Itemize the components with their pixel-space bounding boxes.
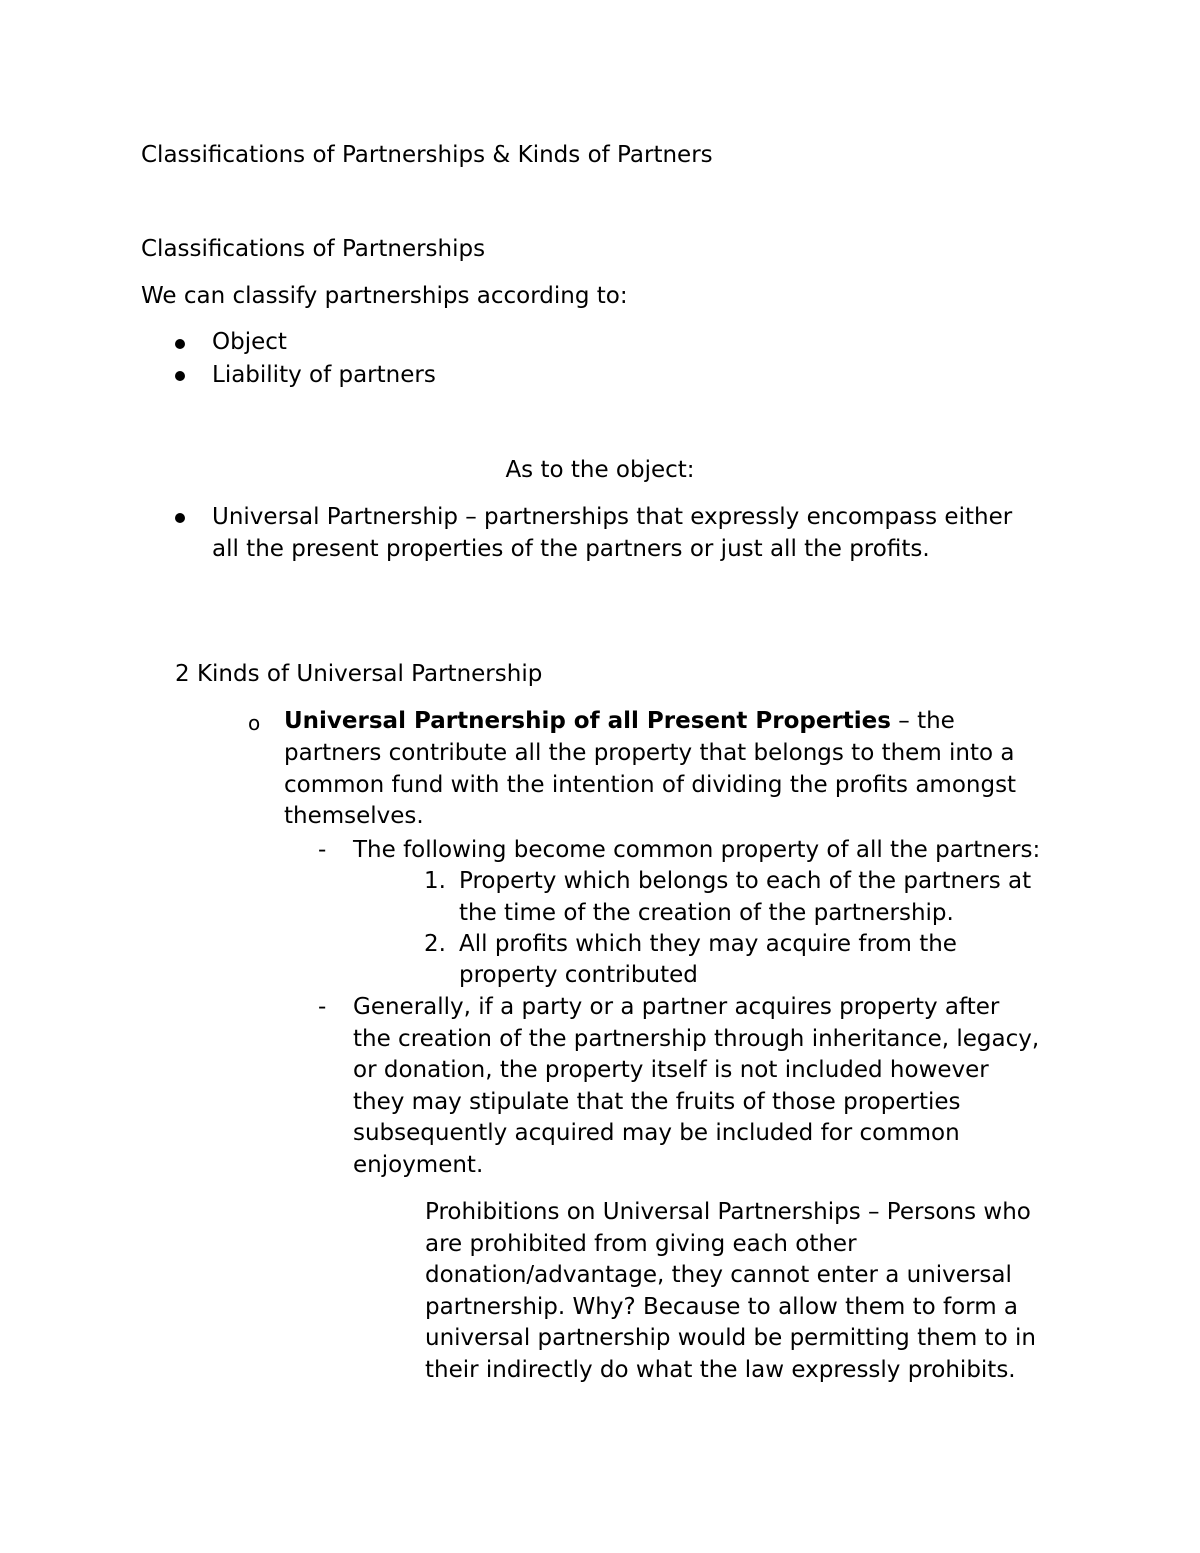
kind1-title: Universal Partnership of all Present Properties xyxy=(284,708,891,734)
universal-partnership-line1: Universal Partnership – partnerships that expressly encompass either xyxy=(212,504,1013,530)
prohibitions-line: universal partnership would be permitting them to in xyxy=(425,1325,1036,1351)
prohibitions-line: are prohibited from giving each other xyxy=(425,1231,857,1257)
prohibitions-line: their indirectly do what the law expressly prohibits. xyxy=(425,1357,1016,1383)
numbered-item-line1: Property which belongs to each of the partners at xyxy=(459,868,1032,894)
bullet-icon xyxy=(175,513,185,523)
bullet-icon xyxy=(175,371,185,381)
kind1-line1-rest: – the xyxy=(890,708,955,734)
number-marker: 1. xyxy=(424,868,446,894)
section-heading: Classifications of Partnerships xyxy=(141,236,486,262)
kinds-heading: 2 Kinds of Universal Partnership xyxy=(175,661,543,687)
dash-item-second-line: Generally, if a party or a partner acquires property after xyxy=(353,994,1000,1020)
numbered-item-line1: All profits which they may acquire from the xyxy=(459,931,957,957)
dash-item-second-line: or donation, the property itself is not included however xyxy=(353,1057,989,1083)
criteria-item: Liability of partners xyxy=(212,362,436,388)
dash-item-second-line: they may stipulate that the fruits of those properties xyxy=(353,1089,961,1115)
kind1-line2: partners contribute all the property that belongs to them into a xyxy=(284,740,1015,766)
object-heading: As to the object: xyxy=(505,457,695,483)
dash-item-second-line: the creation of the partnership through inheritance, legacy, xyxy=(353,1026,1040,1052)
prohibitions-line: partnership. Why? Because to allow them to form a xyxy=(425,1294,1019,1320)
criteria-item: Object xyxy=(212,329,287,355)
kind1-line1 xyxy=(284,706,955,738)
numbered-item-line2: property contributed xyxy=(459,962,698,988)
dash-item-first: The following become common property of all the partners: xyxy=(353,837,1041,863)
universal-partnership-line2: all the present properties of the partners or just all the profits. xyxy=(212,536,930,562)
prohibitions-line: donation/advantage, they cannot enter a universal xyxy=(425,1262,1012,1288)
dash-bullet-icon: - xyxy=(318,837,327,863)
kind1-line4: themselves. xyxy=(284,803,424,829)
prohibitions-line: Prohibitions on Universal Partnerships – Persons who xyxy=(425,1199,1031,1225)
numbered-item-line2: the time of the creation of the partnership. xyxy=(459,900,954,926)
intro-text: We can classify partnerships according to: xyxy=(141,283,628,309)
dash-item-second-line: enjoyment. xyxy=(353,1152,484,1178)
dash-bullet-icon: - xyxy=(318,994,327,1020)
kind1-line3: common fund with the intention of dividing the profits amongst xyxy=(284,772,1017,798)
circle-bullet-icon: o xyxy=(248,711,261,735)
bullet-icon xyxy=(175,339,185,349)
dash-item-second-line: subsequently acquired may be included for common xyxy=(353,1120,960,1146)
document-title: Classifications of Partnerships & Kinds of Partners xyxy=(141,142,713,168)
number-marker: 2. xyxy=(424,931,446,957)
